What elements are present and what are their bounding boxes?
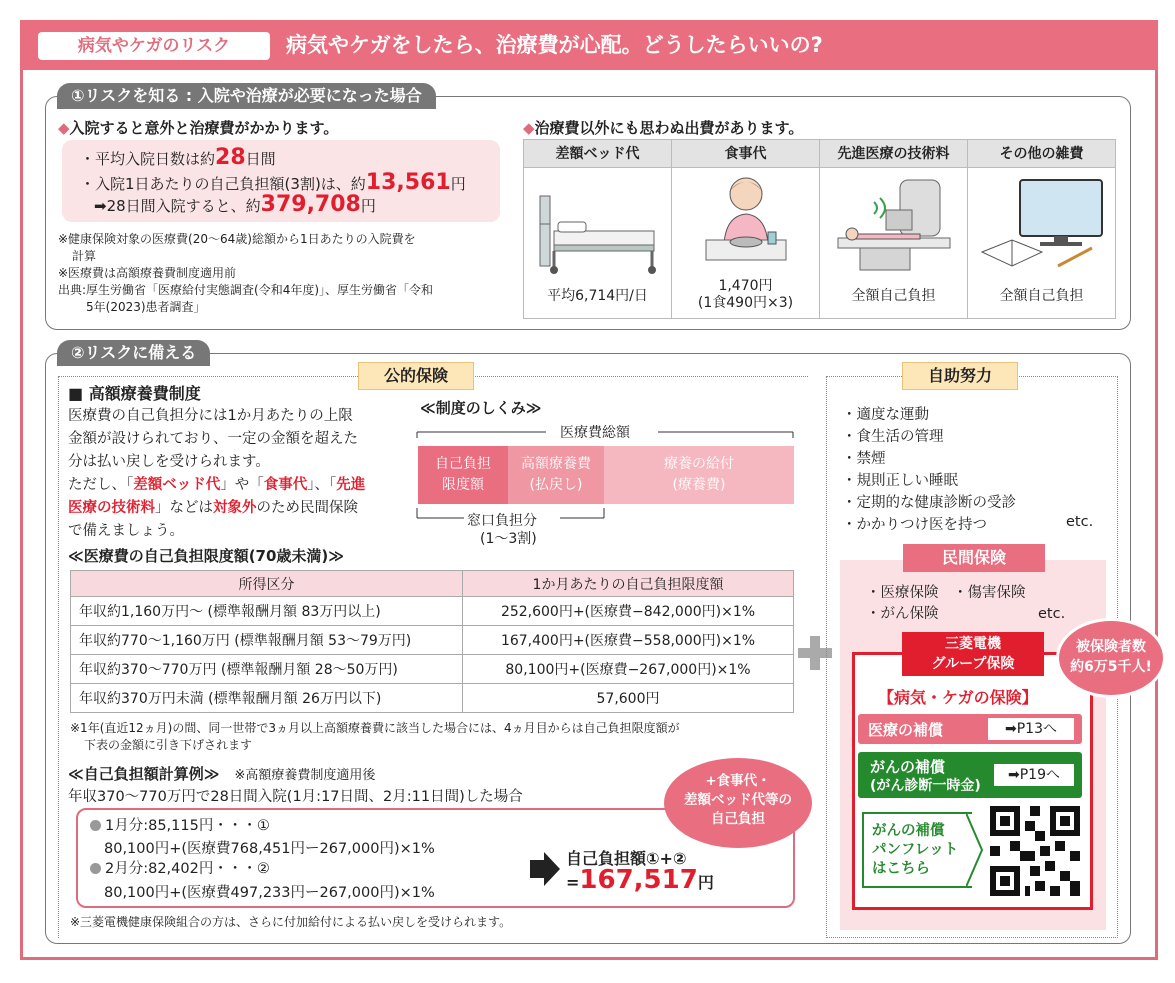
- section-know-risk-tab: ①リスクを知る : 入院や治療が必要になった場合: [57, 83, 436, 109]
- list-item: ・規則正しい睡眠: [842, 473, 958, 489]
- table-cell: 252,600円+(医療費−842,000円)×1%: [463, 597, 794, 626]
- bar-text: (療養費): [672, 477, 726, 493]
- cost-col-bed: [524, 140, 672, 318]
- limit-table: [70, 570, 794, 713]
- bar-text: 療養の給付: [664, 456, 734, 472]
- note-line: ※医療費は高額療養費制度適用前: [58, 266, 237, 280]
- button-label: 医療の補償: [868, 721, 944, 739]
- private-insurance-etc: etc.: [1038, 606, 1066, 622]
- scheme-window-ratio: (1〜3割): [480, 531, 537, 547]
- cost-value: 全額自己負担: [851, 288, 936, 304]
- page-title: 病気やケガをしたら、治療費が心配。どうしたらいいの?: [286, 33, 823, 57]
- cost-value-detail: (1食490円×3): [697, 295, 794, 311]
- page-ref-p13[interactable]: ➡P13へ: [988, 718, 1074, 740]
- list-item: ・かかりつけ医を持つ: [842, 517, 987, 533]
- list-item: ・医療保険 ・傷害保険: [866, 585, 1026, 601]
- table-header-row: [71, 571, 794, 597]
- table-row: [71, 655, 794, 684]
- arrow-right-icon: [530, 852, 560, 886]
- stat-line-daily: ・入院1日あたりの自己負担額(3割)は、約13,561円: [80, 170, 466, 195]
- cost-col-meal: [672, 140, 820, 318]
- bubble-text: 差額ベッド代等の: [684, 792, 792, 808]
- cost-label: 先進医療の技術料: [820, 140, 967, 168]
- cost-label: 差額ベッド代: [524, 140, 671, 168]
- scheme-total-label: 医療費総額: [560, 425, 630, 441]
- extra-cost-bubble: [664, 758, 812, 848]
- calc-month2-formula: 80,100円+(医療費497,233円ー267,000円)×1%: [104, 885, 435, 901]
- note-line: 5年(2023)患者調査」: [86, 300, 206, 314]
- limit-note: [70, 720, 805, 754]
- private-insurance-label: 民間保険: [903, 544, 1045, 572]
- bed-illustration: [532, 176, 664, 276]
- self-help-label: 自助努力: [902, 362, 1018, 390]
- bubble-text: +食事代・: [705, 773, 771, 789]
- bar-text: 高額療養費: [521, 456, 591, 472]
- table-cell: 年収約770〜1,160万円 (標準報酬月額 53〜79万円): [71, 626, 463, 655]
- cost-col-misc: [968, 140, 1115, 318]
- pamphlet-arrow-icon: [966, 812, 984, 888]
- button-label: がんの補償: [870, 758, 946, 776]
- table-cell: 年収約1,160万円〜 (標準報酬月額 83万円以上): [71, 597, 463, 626]
- limit-table-title: ≪医療費の自己負担限度額(70歳未満)≫: [68, 547, 344, 565]
- calc-month1-formula: 80,100円+(医療費768,451円ー267,000円)×1%: [104, 841, 435, 857]
- private-insurance-list: [866, 583, 1026, 625]
- cost-value: 1,470円: [718, 278, 773, 294]
- table-header: 所得区分: [71, 571, 463, 597]
- medical-coverage-button[interactable]: [858, 714, 1082, 744]
- bullet-dot: [90, 863, 101, 874]
- bubble-text: 自己負担: [711, 811, 765, 827]
- cost-label: その他の雑費: [968, 140, 1115, 168]
- kougaku-title: ■ 高額療養費制度: [68, 384, 201, 403]
- kougaku-line: で備えましょう。: [68, 523, 184, 539]
- stat-line-total: ➡28日間入院すると、約379,708円: [94, 192, 376, 217]
- page-ref-p19[interactable]: ➡P19へ: [994, 764, 1074, 786]
- note-line: 出典:厚生労働省「医療給付実態調査(令和4年度)」、厚生労働省「令和: [58, 283, 434, 297]
- calc-case: 年収370〜770万円で28日間入院(1月:17日間、2月:11日間)した場合: [68, 789, 523, 805]
- bubble-text: 約6万5千人!: [1070, 659, 1152, 675]
- qr-code-icon[interactable]: [990, 806, 1080, 896]
- table-row: [71, 626, 794, 655]
- kougaku-line-exceptions-2: 医療の技術料」などは対象外のため民間保険: [68, 500, 358, 516]
- calc-total-label: 自己負担額①+②: [566, 849, 687, 868]
- diamond-icon: ◆: [523, 119, 535, 137]
- diamond-icon: ◆: [58, 119, 70, 137]
- kougaku-line-exceptions: ただし、「差額ベッド代」や「食事代」、「先進: [68, 477, 366, 493]
- self-help-etc: etc.: [1066, 514, 1094, 530]
- scheme-title: ≪制度のしくみ≫: [420, 399, 542, 417]
- insured-count-bubble: [1056, 618, 1166, 698]
- stat-line-days: ・平均入院日数は約28日間: [80, 145, 276, 170]
- pamphlet-line: がんの補償: [872, 823, 945, 839]
- public-insurance-label: 公的保険: [358, 362, 474, 390]
- source-notes: [58, 231, 508, 316]
- table-cell: 年収約370〜770万円 (標準報酬月額 28〜50万円): [71, 655, 463, 684]
- list-item: ・禁煙: [842, 451, 886, 467]
- list-item: ・がん保険: [866, 606, 939, 622]
- calc-month2: 2月分:82,402円・・・②: [90, 858, 270, 880]
- button-sublabel: (がん診断一時金): [870, 778, 981, 794]
- bar-text: 自己負担: [435, 456, 491, 472]
- radiotherapy-machine-illustration: [830, 176, 958, 272]
- table-cell: 167,400円+(医療費−558,000円)×1%: [463, 626, 794, 655]
- scheme-bar-refund: [508, 446, 604, 504]
- scheme-window-label: 窓口負担分: [467, 513, 537, 529]
- kougaku-line: 金額が設けられており、一定の金額を超えた: [68, 431, 358, 447]
- scheme-bar-benefit: [604, 446, 794, 504]
- list-item: ・適度な運動: [842, 407, 929, 423]
- scheme-bar-self-pay: [418, 446, 508, 504]
- cost-label: 食事代: [672, 140, 819, 168]
- table-cell: 80,100円+(医療費−267,000円)×1%: [463, 655, 794, 684]
- other-costs-table: [523, 139, 1116, 319]
- other-costs-heading: ◆治療費以外にも思わぬ出費があります。: [523, 119, 804, 137]
- kougaku-line: 分は払い戻しを受けられます。: [68, 454, 270, 470]
- group-label-line: グループ保険: [931, 656, 1015, 672]
- list-item: ・食生活の管理: [842, 429, 944, 445]
- pamphlet-line: パンフレット: [872, 842, 959, 858]
- calc-total-value: =167,517円: [566, 865, 714, 895]
- note-line: ※健康保険対象の医療費(20〜64歳)総額から1日あたりの入院費を: [58, 232, 416, 246]
- group-label-line: 三菱電機: [945, 636, 1001, 652]
- tv-and-book-illustration: [976, 174, 1108, 274]
- patient-eating-illustration: [696, 172, 796, 268]
- bar-text: 限度額: [442, 477, 484, 493]
- kougaku-line: 医療費の自己負担分には1か月あたりの上限: [68, 408, 353, 424]
- hospital-cost-heading: ◆入院すると意外と治療費がかかります。: [58, 119, 339, 137]
- pamphlet-line: はこちら: [872, 861, 930, 877]
- pamphlet-link[interactable]: [862, 812, 972, 888]
- self-help-list: [842, 404, 1016, 536]
- table-header: 1か月あたりの自己負担限度額: [463, 571, 794, 597]
- note-line: ※1年(直近12ヵ月)の間、同一世帯で3ヵ月以上高額療養費に該当した場合には、4ヵ月目からは自己負担限度額が: [70, 721, 680, 735]
- cancer-coverage-button[interactable]: [858, 752, 1082, 798]
- cost-col-advanced: [820, 140, 968, 318]
- table-cell: 年収約370万円未満 (標準報酬月額 26万円以下): [71, 684, 463, 713]
- list-item: ・定期的な健康診断の受診: [842, 495, 1016, 511]
- cost-value: 平均6,714円/日: [547, 288, 648, 304]
- note-line: 下表の金額に引き下げされます: [84, 738, 253, 752]
- calc-title-row: ≪自己負担額計算例≫ ※高額療養費制度適用後: [68, 765, 376, 783]
- group-insurance-label: [902, 632, 1044, 676]
- bar-text: (払戻し): [529, 477, 583, 493]
- table-row: [71, 684, 794, 713]
- note-line: 計算: [72, 249, 97, 263]
- calc-month1: 1月分:85,115円・・・①: [90, 815, 270, 837]
- table-row: [71, 597, 794, 626]
- footer-note: ※三菱電機健康保険組合の方は、さらに付加給付による払い戻しを受けられます。: [70, 915, 512, 929]
- table-cell: 57,600円: [463, 684, 794, 713]
- cost-value: 全額自己負担: [999, 288, 1084, 304]
- header-category-pill: 病気やケガのリスク: [38, 32, 270, 60]
- kougaku-description: [68, 405, 408, 543]
- section-prepare-risk-tab: ②リスクに備える: [57, 340, 210, 366]
- group-insurance-title: 【病気・ケガの保険】: [878, 688, 1038, 707]
- bullet-dot: [90, 820, 101, 831]
- bubble-text: 被保険者数: [1076, 639, 1146, 655]
